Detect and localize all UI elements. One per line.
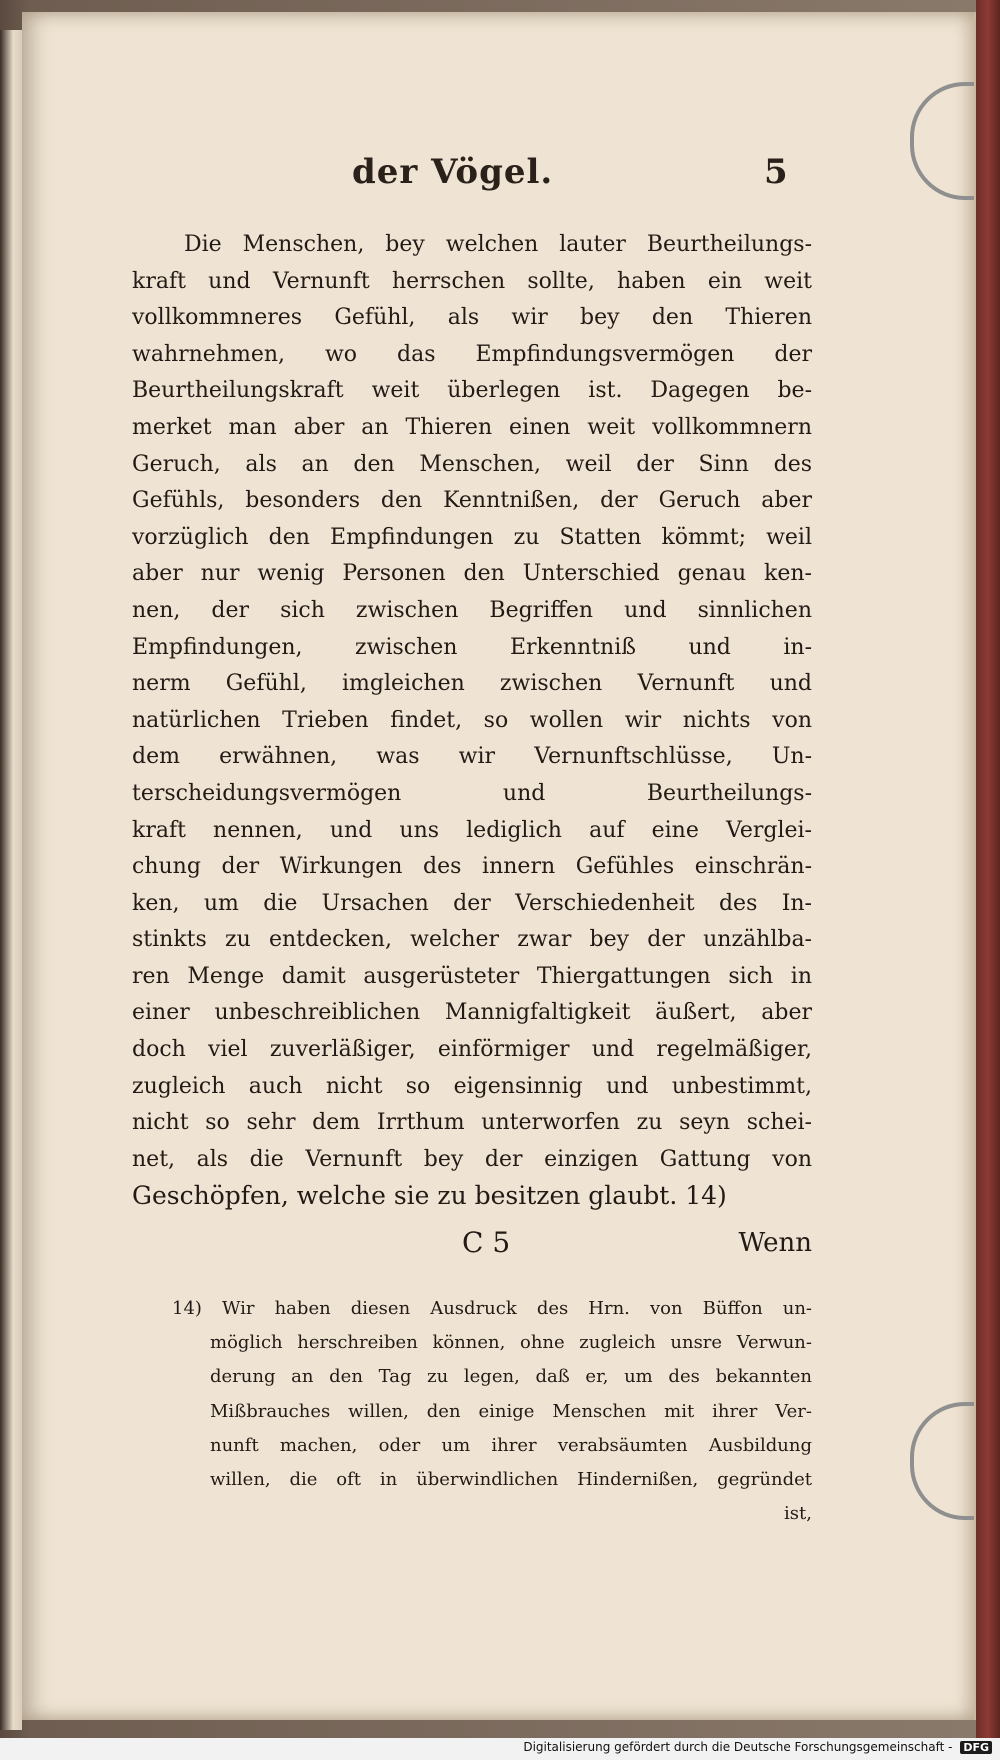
text-line: einer unbeschreiblichen Mannigfaltigkeit äußert, aber (132, 1000, 812, 1026)
footnote-line: willen, die oft in überwindlichen Hindernißen, gegründet (210, 1468, 812, 1490)
text-line: ken, um die Ursachen der Verschiedenheit des In- (132, 890, 812, 916)
text-line: kraft und Vernunft herrschen sollte, haben ein weit (132, 268, 812, 294)
digitization-footer (0, 1738, 1000, 1760)
text-line: nicht so sehr dem Irrthum unterworfen zu seyn schei- (132, 1110, 812, 1136)
text-line: terscheidungsvermögen und Beurtheilungs- (132, 780, 812, 806)
text-line: Empfindungen, zwischen Erkenntniß und in- (132, 634, 812, 660)
page-number: 5 (764, 152, 788, 192)
running-head (22, 152, 974, 202)
text-line: chung der Wirkungen des innern Gefühles einschrän- (132, 854, 812, 880)
footnote-line: derung an den Tag zu legen, daß er, um des bekannten (210, 1366, 812, 1388)
text-line: Geruch, als an den Menschen, weil der Sinn des (132, 451, 812, 477)
text-line: natürlichen Trieben findet, so wollen wir nichts von (132, 707, 812, 733)
footnote-line: möglich herschreiben können, ohne zugleich unsre Verwun- (210, 1332, 812, 1354)
book-page (22, 12, 976, 1720)
text-line: merket man aber an Thieren einen weit vollkommnern (132, 414, 812, 440)
text-line: nerm Gefühl, imgleichen zwischen Vernunft und (132, 671, 812, 697)
text-line: Die Menschen, bey welchen lauter Beurtheilungs- (184, 232, 812, 257)
text-line: doch viel zuverläßiger, einförmiger und regelmäßiger, (132, 1037, 812, 1063)
text-line: ren Menge damit ausgerüsteter Thiergattungen sich in (132, 963, 812, 989)
text-line: aber nur wenig Personen den Unterschied genau ken- (132, 561, 812, 587)
text-line: stinkts zu entdecken, welcher zwar bey der unzählba- (132, 927, 812, 953)
footnote-line: 14) Wir haben diesen Ausdruck des Hrn. von Büffon un- (172, 1298, 812, 1319)
text-line: wahrnehmen, wo das Empfindungsvermögen der (132, 341, 812, 367)
gathering-signature: C 5 (462, 1226, 511, 1259)
dfg-logo-icon: DFG (960, 1741, 992, 1754)
main-text (132, 227, 812, 1215)
text-line: nen, der sich zwischen Begriffen und sinnlichen (132, 597, 812, 623)
text-line: vollkommneres Gefühl, als wir bey den Thieren (132, 305, 812, 331)
footnote (172, 1292, 812, 1531)
footer-credit-text: Digitalisierung gefördert durch die Deutsche Forschungsgemeinschaft - (523, 1740, 953, 1754)
footnote-line: Mißbrauches willen, den einige Menschen mit ihrer Ver- (210, 1400, 812, 1422)
running-title: der Vögel. (352, 152, 554, 192)
text-line: vorzüglich den Empfindungen zu Statten kömmt; weil (132, 524, 812, 550)
text-line: Beurtheilungskraft weit überlegen ist. Dagegen be- (132, 378, 812, 404)
catchword: Wenn (738, 1228, 812, 1258)
text-line: kraft nennen, und uns lediglich auf eine Verglei- (132, 817, 812, 843)
text-line: Geschöpfen, welche sie zu besitzen glaubt. 14) (132, 1181, 727, 1211)
footnote-line: ist, (784, 1503, 812, 1525)
book-cover-edge (976, 0, 1000, 1760)
page-clip-bottom (910, 1402, 974, 1520)
footer-credit (523, 1740, 992, 1754)
signature-row (132, 1226, 812, 1266)
footnote-line: nunft machen, oder um ihrer verabsäumten Ausbildung (210, 1434, 812, 1456)
facing-page-edge (0, 30, 22, 1730)
text-line: dem erwähnen, was wir Vernunftschlüsse, Un- (132, 744, 812, 770)
text-line: zugleich auch nicht so eigensinnig und unbestimmt, (132, 1073, 812, 1099)
text-line: Gefühls, besonders den Kenntnißen, der Geruch aber (132, 488, 812, 514)
text-line: net, als die Vernunft bey der einzigen Gattung von (132, 1146, 812, 1172)
